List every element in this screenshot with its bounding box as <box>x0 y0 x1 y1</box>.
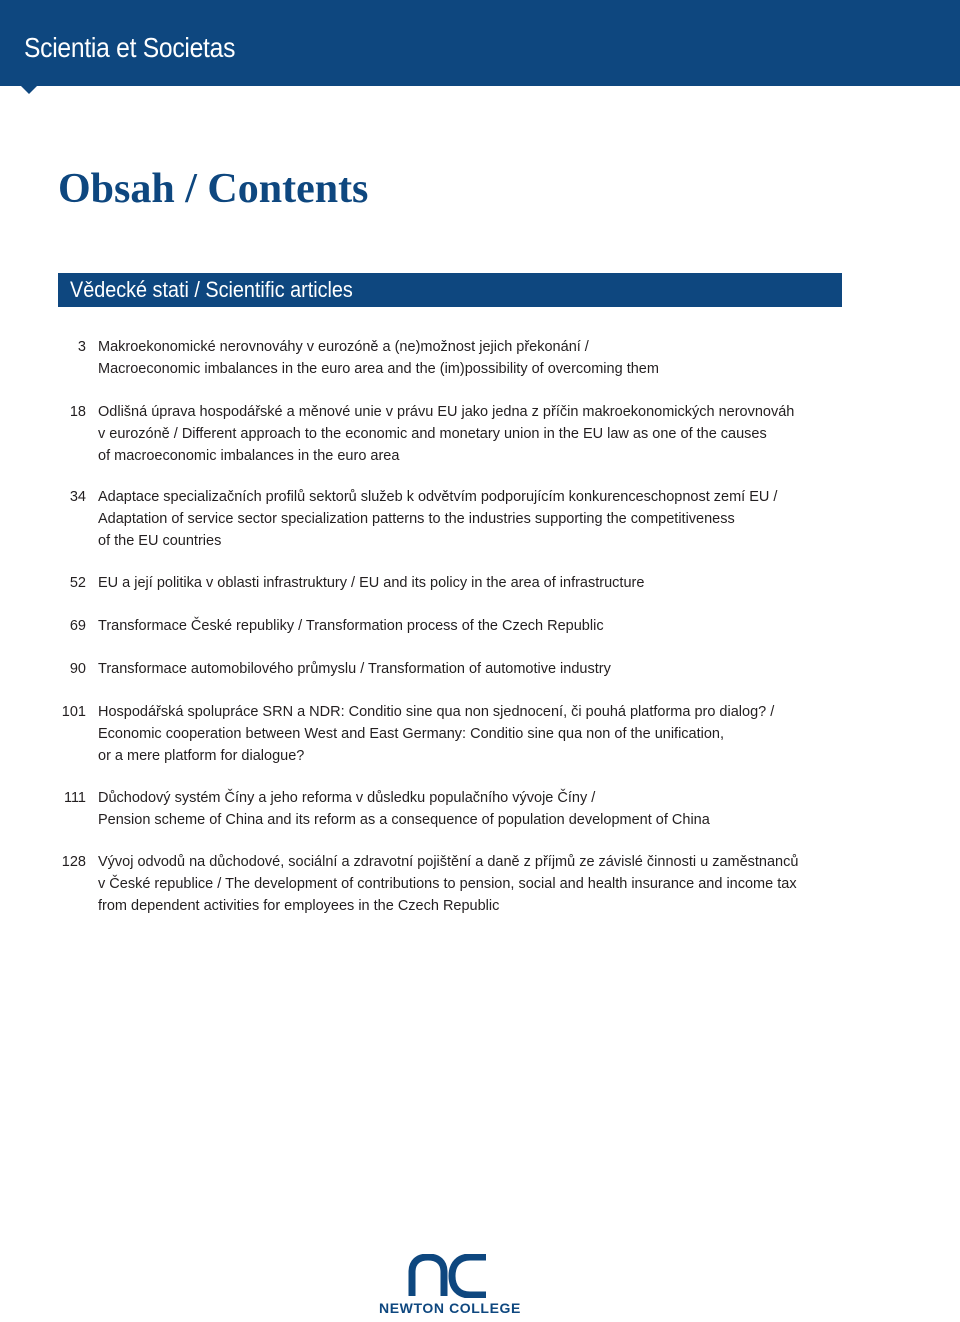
logo-text: NEWTON COLLEGE <box>379 1300 521 1316</box>
toc-page-number: 3 <box>77 339 86 355</box>
toc-entry-line: Hospodářská spolupráce SRN a NDR: Conditio sine qua non sjednocení, či pouhá platforma pro dialog? / <box>98 704 775 720</box>
toc-entry-title <box>98 658 858 680</box>
toc-entry-line: v eurozóně / Different approach to the economic and monetary union in the EU law as one of the causes <box>98 426 767 442</box>
toc-page-number: 101 <box>61 704 86 720</box>
toc-entry-line: Transformace České republiky / Transformation process of the Czech Republic <box>98 618 604 634</box>
toc-entry-line: Economic cooperation between West and East Germany: Conditio sine qua non of the unification, <box>98 726 725 742</box>
toc-entry-title <box>98 486 858 552</box>
header-notch <box>20 85 38 94</box>
toc-entry-line: Makroekonomické nerovnováhy v eurozóně a (ne)možnost jejich překonání / <box>98 339 589 355</box>
toc-page-number: 90 <box>69 661 86 677</box>
toc-entry-line: EU a její politika v oblasti infrastruktury / EU and its policy in the area of infrastructure <box>98 575 645 591</box>
toc-entry-title <box>98 572 858 594</box>
toc-entry-title <box>98 787 858 831</box>
journal-title: Scientia et Societas <box>24 32 236 63</box>
section-header <box>58 273 842 307</box>
toc-entry-line: Odlišná úprava hospodářské a měnové unie v právu EU jako jedna z příčin makroekonomických nerovnováh <box>98 404 795 420</box>
toc-entry-line: Transformace automobilového průmyslu / Transformation of automotive industry <box>98 661 611 677</box>
toc-page-number: 52 <box>69 575 86 591</box>
nc-monogram-icon <box>408 1254 492 1298</box>
toc-entry-line: from dependent activities for employees in the Czech Republic <box>98 898 500 914</box>
toc-entry-line: v České republice / The development of contributions to pension, social and health insurance and income tax <box>98 876 797 892</box>
toc-entry-title <box>98 401 858 467</box>
toc-page-number: 34 <box>69 489 86 505</box>
toc-page-number: 69 <box>69 618 86 634</box>
toc-entry-line: Adaptace specializačních profilů sektorů služeb k odvětvím podporujícím konkurenceschopnost zemí EU / <box>98 489 778 505</box>
toc-entry-line: Vývoj odvodů na důchodové, sociální a zdravotní pojištění a daně z příjmů ze závislé činnosti u zaměstnanců <box>98 854 799 870</box>
toc-entry-title <box>98 851 858 917</box>
page-title: Obsah / Contents <box>58 166 369 212</box>
toc-entry-line: Adaptation of service sector specialization patterns to the industries supporting the competitiveness <box>98 511 735 527</box>
toc-entry-title <box>98 701 858 767</box>
section-label: Vědecké stati / Scientific articles <box>70 277 353 302</box>
toc-entry-line: Macroeconomic imbalances in the euro area and the (im)possibility of overcoming them <box>98 361 659 377</box>
toc-entry-title <box>98 336 858 380</box>
toc-entry-line: Důchodový systém Číny a jeho reforma v důsledku populačního vývoje Číny / <box>98 790 596 806</box>
toc-page-number: 111 <box>63 790 86 806</box>
toc-entry-line: or a mere platform for dialogue? <box>98 748 305 764</box>
newton-college-logo <box>360 1244 540 1322</box>
toc-entry-line: of the EU countries <box>98 533 222 549</box>
toc-page-number: 128 <box>61 854 86 870</box>
journal-header <box>0 0 960 86</box>
toc-page-number: 18 <box>69 404 86 420</box>
toc-entry-title <box>98 615 858 637</box>
toc-entry-line: Pension scheme of China and its reform as a consequence of population development of China <box>98 812 710 828</box>
toc-entry-line: of macroeconomic imbalances in the euro area <box>98 448 400 464</box>
